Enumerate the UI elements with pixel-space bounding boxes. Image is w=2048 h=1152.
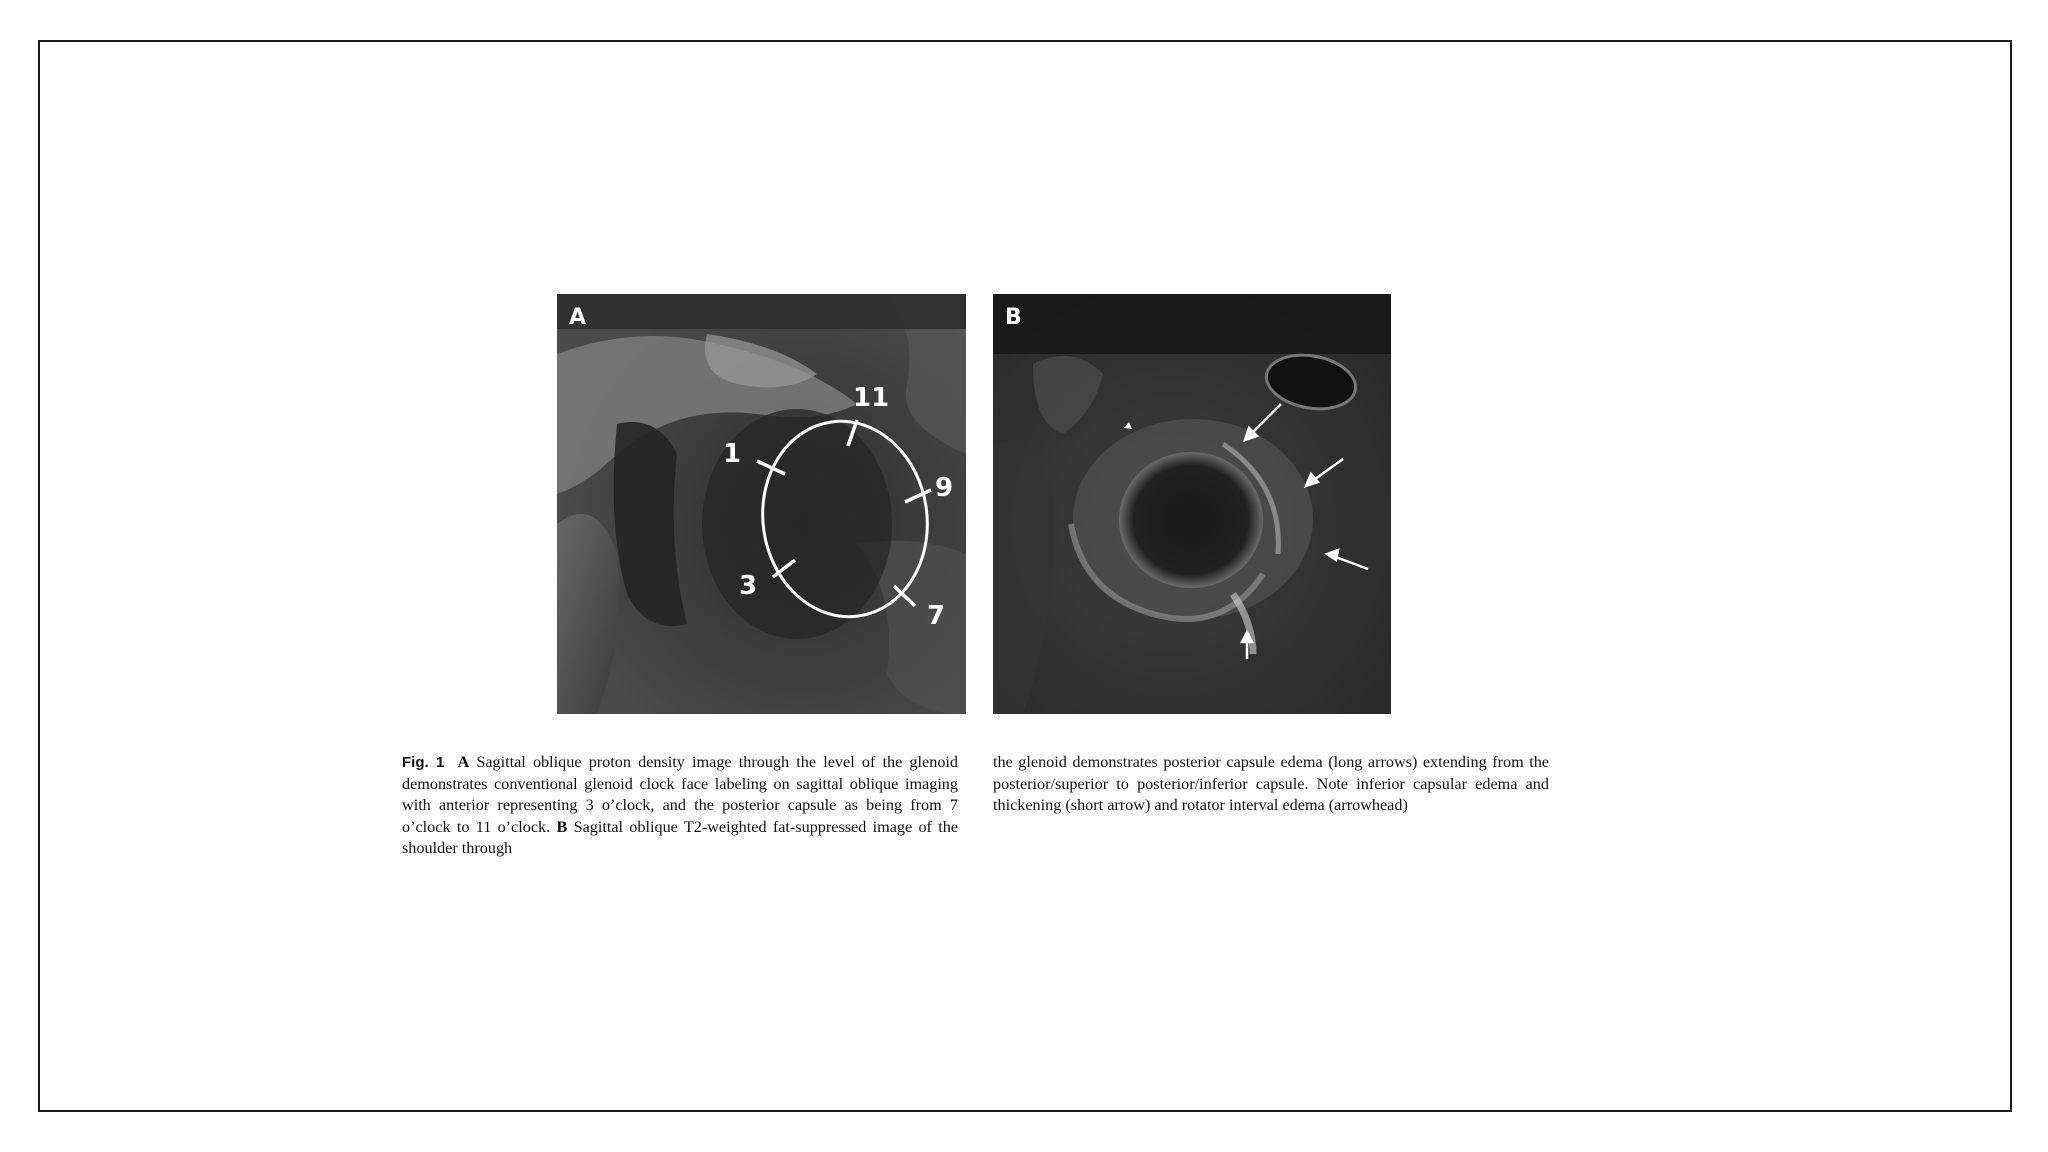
mri-image-b [993, 294, 1391, 714]
figure-caption-left [402, 752, 958, 860]
figure-number: Fig. 1 [402, 754, 445, 771]
clock-label-7: 7 [927, 601, 946, 631]
caption-text-b-left: Sagittal oblique T2-weighted fat-suppressed image of the shoulder through [402, 817, 959, 857]
clock-label-9: 9 [935, 473, 954, 503]
mri-panel-b [993, 294, 1391, 714]
figure [557, 294, 1391, 714]
mri-image-a [557, 294, 966, 714]
clock-label-3: 3 [739, 571, 758, 601]
clock-label-1: 1 [723, 439, 742, 469]
figure-caption-right [993, 752, 1549, 817]
mri-panel-a [557, 294, 966, 714]
caption-text-a: Sagittal oblique proton density image through the level of the glenoid demonstrates conventional glenoid clock face labeling on sagittal oblique imaging with anterior representing 3 o’clock, and the posterior capsule as being from 7 o’clock to 11 o’clock. [402, 753, 959, 836]
caption-text-b-right: the glenoid demonstrates posterior capsule edema (long arrows) extending from the posterior/superior to posterior/inferior capsule. Note inferior capsular edema and thickening (short arrow) and rotator interval edema (arrowhead) [993, 753, 1549, 814]
panel-a-label: A [569, 305, 587, 330]
clock-label-11: 11 [853, 383, 890, 413]
caption-marker-a: A [457, 753, 470, 771]
caption-marker-b: B [556, 817, 568, 836]
panel-b-label: B [1005, 305, 1022, 330]
